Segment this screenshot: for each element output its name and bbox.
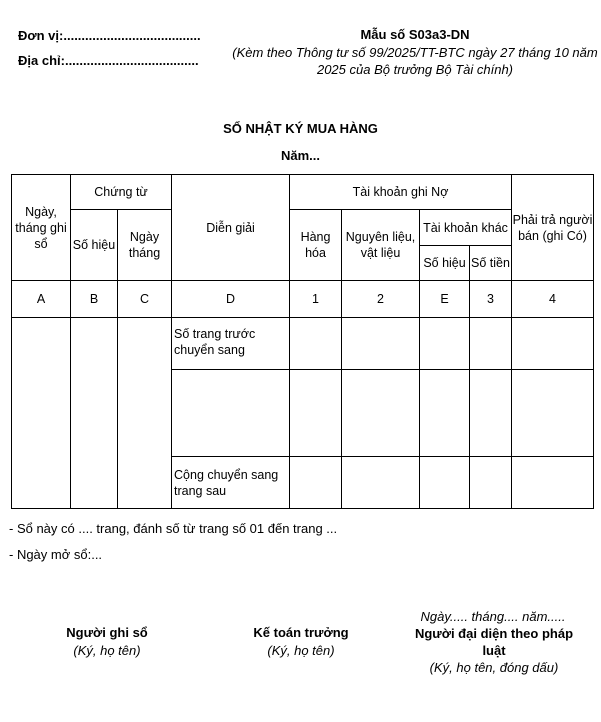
code-cell: C xyxy=(118,281,172,318)
body-cell xyxy=(290,318,342,370)
body-cell xyxy=(512,457,594,509)
unit-label: Đơn vị:...................................... xyxy=(18,28,201,43)
code-cell: B xyxy=(71,281,118,318)
col-materials-header: Nguyên liệu, vật liệu xyxy=(342,210,420,281)
body-cell xyxy=(342,457,420,509)
body-cell xyxy=(512,370,594,457)
col-debit-header: Tài khoản ghi Nợ xyxy=(290,175,512,210)
code-cell: 1 xyxy=(290,281,342,318)
body-cell xyxy=(290,370,342,457)
body-cell xyxy=(470,370,512,457)
body-cell xyxy=(512,318,594,370)
body-cell xyxy=(290,457,342,509)
body-cell xyxy=(342,370,420,457)
code-cell: 3 xyxy=(470,281,512,318)
code-cell: D xyxy=(172,281,290,318)
col-other-amount-header: Số tiền xyxy=(470,246,512,281)
row-carry-over: Cộng chuyển sang trang sau xyxy=(172,457,290,509)
form-note: (Kèm theo Thông tư số 99/2025/TT-BTC ngày 27 tháng 10 năm 2025 của Bộ trưởng Bộ Tài chính) xyxy=(232,45,598,77)
col-description-header: Diễn giải xyxy=(172,175,290,281)
legal-rep-title: Người đại diện theo pháp luật xyxy=(414,626,574,658)
col-date-header: Ngày, tháng ghi sổ xyxy=(12,175,71,281)
chief-accountant-subtitle: (Ký, họ tên) xyxy=(267,643,335,658)
col-voucher-no-header: Số hiệu xyxy=(71,210,118,281)
row-carried-forward: Số trang trước chuyển sang xyxy=(172,318,290,370)
body-cell xyxy=(420,318,470,370)
signature-date-line: Ngày..... tháng.... năm..... xyxy=(420,609,566,624)
code-cell: A xyxy=(12,281,71,318)
body-cell xyxy=(420,457,470,509)
body-cell xyxy=(71,318,118,509)
bookkeeper-subtitle: (Ký, họ tên) xyxy=(73,643,141,658)
code-cell: E xyxy=(420,281,470,318)
col-voucher-date-header: Ngày tháng xyxy=(118,210,172,281)
code-cell: 2 xyxy=(342,281,420,318)
col-other-no-header: Số hiệu xyxy=(420,246,470,281)
body-cell xyxy=(118,318,172,509)
col-other-header: Tài khoản khác xyxy=(420,210,512,246)
note-pages: - Sổ này có .... trang, đánh số từ trang số 01 đến trang ... xyxy=(9,521,338,536)
bookkeeper-title: Người ghi sổ xyxy=(66,625,148,640)
chief-accountant-title: Kế toán trưởng xyxy=(253,625,349,640)
col-goods-header: Hàng hóa xyxy=(290,210,342,281)
body-cell xyxy=(420,370,470,457)
body-cell xyxy=(342,318,420,370)
col-voucher-header: Chứng từ xyxy=(71,175,172,210)
code-cell: 4 xyxy=(512,281,594,318)
legal-rep-subtitle: (Ký, họ tên, đóng dấu) xyxy=(429,660,559,675)
year-label: Năm... xyxy=(280,148,320,163)
purchase-journal-table xyxy=(11,174,594,509)
body-cell xyxy=(12,318,71,509)
body-cell xyxy=(470,457,512,509)
body-cell xyxy=(470,318,512,370)
form-number: Mẫu số S03a3-DN xyxy=(360,27,470,42)
col-payable-header: Phải trả người bán (ghi Có) xyxy=(512,175,594,281)
document-title: SỔ NHẬT KÝ MUA HÀNG xyxy=(223,121,378,136)
note-opened: - Ngày mở sổ:... xyxy=(9,547,103,562)
address-label: Địa chỉ:..................................... xyxy=(18,53,199,68)
body-cell xyxy=(172,370,290,457)
